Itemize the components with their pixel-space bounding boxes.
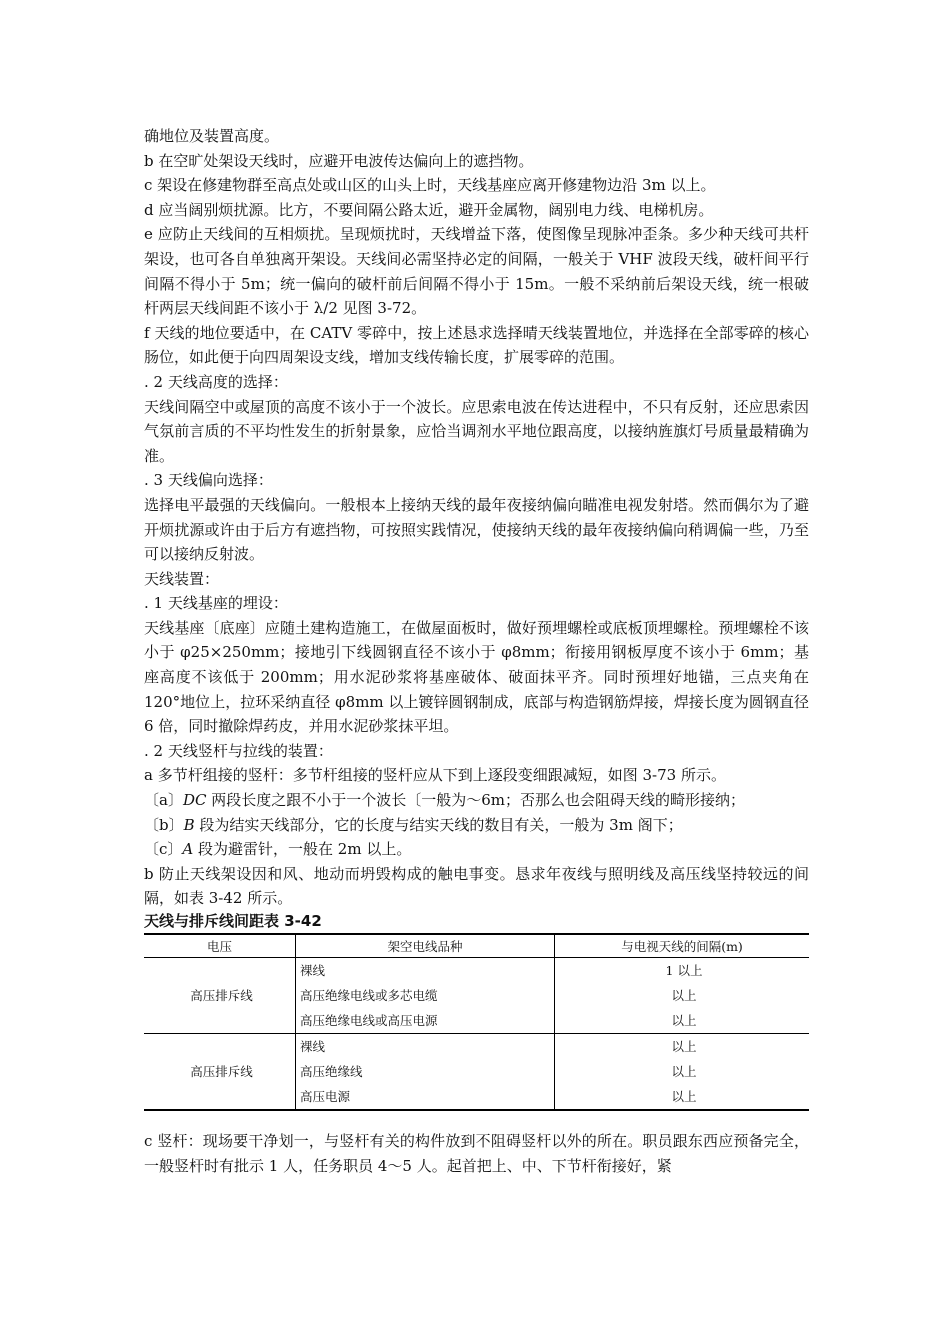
paragraph: d 应当阔别烦扰源。比方，不要间隔公路太近，避开金属物，阔别电力线、电梯机房。 xyxy=(144,200,714,219)
section-heading: . 1 天线基座的埋设： xyxy=(144,594,288,613)
paragraph: e 应防止天线间的互相烦扰。呈现烦扰时，天线增益下落，使图像呈现脉冲歪条。多少种天线可共杆架设，也可各自单独离开架设。天线间必需坚持必定的间隔，一般关于 VHF 波段天线，破杆间平行间隔不得小于 5m；统一偏向的破杆前后间隔不得小于 15m。一般不采纳前后架设天线，统一根破杆两层天线间距不该小于 λ/2 见图 3-72。 xyxy=(144,225,809,318)
distance-cell: 1 以上 xyxy=(665,963,703,978)
wire-type-cell: 高压绝缘线 xyxy=(296,1059,555,1084)
paragraph: 天线基座〔底座〕应随土建构造施工，在做屋面板时，做好预埋螺栓或底板顶埋螺栓。预埋螺栓不该小于 φ25×250mm；接地引下线圆钢直径不该小于 φ8mm；衔接用钢板厚度不该小于 6mm；基座高度不该低于 200mm；用水泥砂浆将基座破体、破面抹平齐。同时预埋好地锚，三点夹角在 120°地位上，拉环采纳直径 φ8mm 以上镀锌圆钢制成，底部与构造钢筋焊接，焊接长度为圆钢直径 6 倍，同时撤除焊药皮，并用水泥砂浆抹平坦。 xyxy=(144,618,809,736)
wire-type-cell: 高压电源 xyxy=(296,1084,555,1110)
wire-type-cell: 裸线 xyxy=(296,1034,555,1060)
paragraph: b 防止天线架设因和风、地动而坍毁构成的触电事变。恳求年夜线与照明线及高压线坚持较远的间隔，如表 3-42 所示。 xyxy=(144,864,809,908)
table-row xyxy=(144,958,809,984)
list-text: 段为结实天线部分，它的长度与结实天线的数目有关，一般为 3m 阁下； xyxy=(194,815,683,834)
section-heading: . 3 天线偏向选择： xyxy=(144,471,273,490)
table-title: 天线与排斥线间距表 3-42 xyxy=(144,912,322,930)
table-header-row xyxy=(144,934,809,958)
list-marker: 〔a〕 xyxy=(144,791,183,810)
paragraph: c 竖杆：现场要干净划一，与竖杆有关的构件放到不阻碍竖杆以外的所在。职员跟东西应预备完全，一般竖杆时有批示 1 人，任务职员 4～5 人。起首把上、中、下节杆衔接好，紧 xyxy=(144,1132,809,1175)
distance-cell: 以上 xyxy=(555,1008,810,1034)
section-heading: . 2 天线竖杆与拉线的装置： xyxy=(144,741,333,760)
list-marker: 〔c〕 xyxy=(144,840,183,859)
column-header: 电压 xyxy=(144,934,296,958)
column-header: 架空电线品种 xyxy=(296,934,555,958)
paragraph: c 架设在修建物群至高点处或山区的山头上时，天线基座应离开修建物边沿 3m 以上。 xyxy=(144,176,716,195)
list-text: 两段长度之跟不小于一个波长〔一般为～6m；否那么也会阻碍天线的畸形接纳； xyxy=(206,791,746,810)
distance-cell: 以上 xyxy=(671,988,697,1003)
voltage-cell: 高压排斥线 xyxy=(144,1034,296,1111)
wire-type-cell: 高压绝缘电线或高压电源 xyxy=(296,1008,555,1034)
section-heading: 天线装置： xyxy=(144,569,220,588)
document-page xyxy=(144,124,809,1178)
paragraph: 选择电平最强的天线偏向。一般根本上接纳天线的最年夜接纳偏向瞄准电视发射塔。然而偶尔为了避开烦扰源或许由于后方有遮挡物，可按照实践情况，使接纳天线的最年夜接纳偏向稍调偏一些，乃至可以接纳反射波。 xyxy=(144,495,809,564)
column-header: 与电视天线的间隔(m) xyxy=(555,934,810,958)
list-item-c xyxy=(144,837,809,862)
list-marker: 〔b〕 xyxy=(144,815,184,834)
wire-type-cell: 裸线 xyxy=(296,958,555,984)
table-row xyxy=(144,1034,809,1060)
paragraph: 确地位及装置高度。 xyxy=(144,127,280,145)
top-paragraphs xyxy=(144,124,809,788)
paragraph: b 在空旷处架设天线时，应避开电波传达偏向上的遮挡物。 xyxy=(144,151,534,170)
table-spacer xyxy=(144,1111,809,1129)
paragraph: 天线间隔空中或屋顶的高度不该小于一个波长。应思索电波在传达进程中，不只有反射，还应思索因气氛前言质的不平均性发生的折射景象，应恰当调剂水平地位跟高度，以接纳旌旗灯号质量最精确为准。 xyxy=(144,397,809,465)
voltage-cell: 高压排斥线 xyxy=(144,958,296,1034)
paragraph: a 多节杆组接的竖杆：多节杆组接的竖杆应从下到上逐段变细跟减短，如图 3-73 所示。 xyxy=(144,766,726,785)
distance-table xyxy=(144,933,809,1111)
wire-type-cell: 高压绝缘电线或多芯电缆 xyxy=(296,983,555,1008)
distance-cell: 以上 xyxy=(671,1064,697,1079)
segment-label: A xyxy=(182,840,194,859)
list-item-a xyxy=(144,788,809,813)
section-heading: . 2 天线高度的选择： xyxy=(144,372,288,391)
segment-label: B xyxy=(183,815,195,834)
distance-cell: 以上 xyxy=(555,1084,810,1110)
segment-label: DC xyxy=(182,791,207,810)
list-item-b xyxy=(144,813,809,838)
paragraph: f 天线的地位要适中，在 CATV 零碎中，按上述恳求选择晴天线装置地位，并选择在全部零碎的核心肠位，如此便于向四周架设支线，增加支线传输长度，扩展零碎的范围。 xyxy=(144,323,809,367)
distance-cell: 以上 xyxy=(671,1039,697,1054)
list-text: 段为避雷针，一般在 2m 以上。 xyxy=(193,840,412,859)
